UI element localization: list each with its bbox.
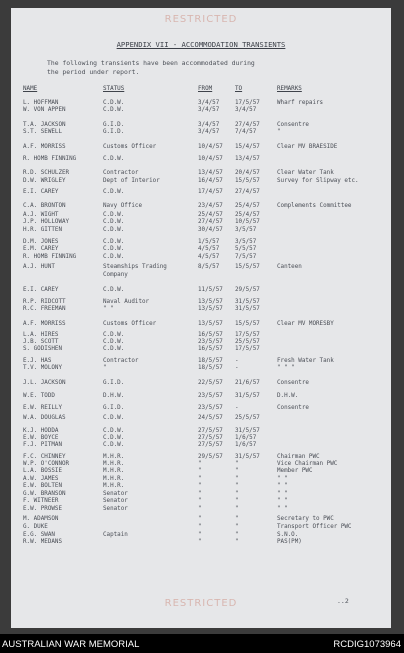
cell-to: ": [235, 539, 239, 545]
cell-remarks: Transport Officer PWC: [277, 524, 352, 530]
cell-to: ": [235, 461, 239, 467]
cell-from: 1/5/57: [198, 239, 220, 245]
cell-to: 15/5/57: [235, 321, 260, 327]
cell-from: ": [198, 491, 202, 497]
cell-from: 18/5/57: [198, 358, 223, 364]
cell-from: 30/4/57: [198, 227, 223, 233]
table-row: [11, 287, 391, 295]
cell-to: 5/5/57: [235, 246, 257, 252]
cell-name: J.L. JACKSON: [23, 380, 66, 386]
table-row: [11, 380, 391, 388]
cell-name: R.C. FREEMAN: [23, 306, 66, 312]
cell-status: C.D.W.: [103, 227, 125, 233]
cell-from: ": [198, 498, 202, 504]
restricted-stamp-bottom: RESTRICTED: [164, 598, 238, 609]
cell-status: " ": [103, 306, 114, 312]
table-row: [11, 144, 391, 152]
cell-from: 13/4/57: [198, 170, 223, 176]
cell-from: 27/4/57: [198, 219, 223, 225]
table-row: [11, 516, 391, 524]
cell-remarks: Vice Chairman PWC: [277, 461, 338, 467]
cell-status: Senator: [103, 491, 128, 497]
table-row: [11, 156, 391, 164]
cell-to: 3/4/57: [235, 107, 257, 113]
footer-bar: [0, 634, 404, 653]
cell-from: 16/4/57: [198, 178, 223, 184]
cell-name: W.A. DOUGLAS: [23, 415, 66, 421]
cell-remarks: Clear MV MORESBY: [277, 321, 334, 327]
cell-from: ": [198, 524, 202, 530]
cell-name: K.J. HODDA: [23, 428, 59, 434]
cell-to: 15/5/57: [235, 178, 260, 184]
cell-status: C.D.W.: [103, 254, 125, 260]
cell-from: 23/5/57: [198, 405, 223, 411]
cell-name: A.J. WIGHT: [23, 212, 59, 218]
cell-name: E.G. SWAN: [23, 532, 55, 538]
cell-remarks: D.H.W.: [277, 393, 299, 399]
cell-from: ": [198, 539, 202, 545]
cell-name: F. WITNEER: [23, 498, 59, 504]
cell-name: C.A. BRONTON: [23, 203, 66, 209]
header-to: TO: [235, 86, 243, 92]
cell-status: M.H.R.: [103, 461, 125, 467]
cell-from: ": [198, 468, 202, 474]
table-row: [11, 498, 391, 506]
cell-name: R. HOMB FINNING: [23, 254, 77, 260]
cell-status: M.H.R.: [103, 468, 125, 474]
cell-status: Captain: [103, 532, 128, 538]
cell-to: 27/4/57: [235, 122, 260, 128]
cell-to: 17/5/57: [235, 346, 260, 352]
cell-status: G.I.D.: [103, 122, 125, 128]
cell-remarks: Canteen: [277, 264, 302, 270]
table-row: [11, 254, 391, 262]
cell-name: F.J. PITMAN: [23, 442, 63, 448]
table-row: [11, 178, 391, 186]
footer-source: AUSTRALIAN WAR MEMORIAL: [2, 639, 140, 650]
cell-remarks: " ": [277, 506, 288, 512]
table-row: [11, 346, 391, 354]
cell-status: C.D.W.: [103, 435, 125, 441]
cell-remarks: Fresh Water Tank: [277, 358, 334, 364]
table-row: [11, 483, 391, 491]
cell-to: ": [235, 516, 239, 522]
table-row: [11, 272, 391, 280]
cell-to: 21/6/57: [235, 380, 260, 386]
cell-name: E.I. CAREY: [23, 287, 59, 293]
cell-from: 10/4/57: [198, 156, 223, 162]
cell-to: 31/5/57: [235, 428, 260, 434]
cell-status: Steamships Trading: [103, 264, 167, 270]
cell-name: W. VON APPEN: [23, 107, 66, 113]
cell-from: 27/5/57: [198, 428, 223, 434]
cell-name: T.A. JACKSON: [23, 122, 66, 128]
cell-status: M.H.R.: [103, 483, 125, 489]
cell-name: J.P. HOLLOWAY: [23, 219, 70, 225]
table-row: [11, 170, 391, 178]
cell-name: S. GODISHEN: [23, 346, 63, 352]
cell-remarks: Consentre: [277, 405, 309, 411]
cell-to: ": [235, 506, 239, 512]
cell-name: A.W. JAMES: [23, 476, 59, 482]
cell-from: 8/5/57: [198, 264, 220, 270]
cell-from: 16/5/57: [198, 346, 223, 352]
cell-name: G.W. BRANSON: [23, 491, 66, 497]
header-remarks: REMARKS: [277, 86, 302, 92]
table-row: [11, 189, 391, 197]
cell-to: 3/5/57: [235, 227, 257, 233]
cell-status: C.D.W.: [103, 332, 125, 338]
cell-remarks: Member PWC: [277, 468, 313, 474]
cell-name: R.D. SCHULZER: [23, 170, 70, 176]
table-row: [11, 107, 391, 115]
intro-line-1: The following transients have been accommodated during: [47, 59, 255, 67]
cell-from: 27/5/57: [198, 435, 223, 441]
cell-to: -: [235, 405, 239, 411]
cell-name: E.I. CAREY: [23, 189, 59, 195]
cell-from: ": [198, 476, 202, 482]
cell-status: G.I.D.: [103, 129, 125, 135]
cell-name: L. HOFFMAN: [23, 100, 59, 106]
cell-status: Senator: [103, 506, 128, 512]
cell-status: M.H.R.: [103, 476, 125, 482]
cell-status: C.D.W.: [103, 442, 125, 448]
cell-name: R.P. RIDCOTT: [23, 299, 66, 305]
cell-name: W.P. O'CONNOR: [23, 461, 70, 467]
page-number: ..2: [337, 597, 349, 605]
cell-name: G. DUKE: [23, 524, 48, 530]
cell-to: 20/4/57: [235, 170, 260, 176]
cell-status: C.D.W.: [103, 219, 125, 225]
table-row: [11, 524, 391, 532]
table-row: [11, 506, 391, 514]
cell-status: Contractor: [103, 170, 139, 176]
cell-to: 29/5/57: [235, 287, 260, 293]
cell-to: 27/4/57: [235, 189, 260, 195]
cell-status: Contractor: [103, 358, 139, 364]
cell-name: J.B. SCOTT: [23, 339, 59, 345]
cell-remarks: " ": [277, 476, 288, 482]
cell-remarks: Wharf repairs: [277, 100, 324, 106]
cell-name: A.J. HUNT: [23, 264, 55, 270]
cell-name: A.F. MORRISS: [23, 144, 66, 150]
cell-to: ": [235, 524, 239, 530]
cell-from: 24/5/57: [198, 415, 223, 421]
header-from: FROM: [198, 86, 213, 92]
cell-name: E.W. BOYCE: [23, 435, 59, 441]
cell-to: ": [235, 476, 239, 482]
cell-remarks: Consentre: [277, 122, 309, 128]
cell-to: 31/5/57: [235, 299, 260, 305]
table-row: [11, 539, 391, 547]
cell-from: 18/5/57: [198, 365, 223, 371]
cell-status: Customs Officer: [103, 321, 157, 327]
cell-status: C.D.W.: [103, 428, 125, 434]
cell-status: C.D.W.: [103, 107, 125, 113]
cell-to: ": [235, 483, 239, 489]
cell-name: A.F. MORRISS: [23, 321, 66, 327]
cell-from: 25/4/57: [198, 212, 223, 218]
cell-to: 10/5/57: [235, 219, 260, 225]
cell-to: 17/5/57: [235, 100, 260, 106]
table-row: [11, 129, 391, 137]
cell-from: 23/5/57: [198, 393, 223, 399]
cell-to: 7/4/57: [235, 129, 257, 135]
cell-name: E.W. PROWSE: [23, 506, 63, 512]
table-row: [11, 468, 391, 476]
cell-from: 3/4/57: [198, 129, 220, 135]
cell-remarks: S.N.O.: [277, 532, 299, 538]
cell-to: 7/5/57: [235, 254, 257, 260]
cell-name: E.W. BOLTEN: [23, 483, 63, 489]
table-row: [11, 219, 391, 227]
cell-name: D.M. JONES: [23, 239, 59, 245]
cell-from: ": [198, 461, 202, 467]
footer-id: RCDIG1073964: [333, 639, 401, 650]
table-row: [11, 393, 391, 401]
cell-from: ": [198, 516, 202, 522]
cell-status: C.D.W.: [103, 246, 125, 252]
cell-status: Customs Officer: [103, 144, 157, 150]
cell-to: ": [235, 532, 239, 538]
cell-from: 10/4/57: [198, 144, 223, 150]
cell-status: G.I.D.: [103, 405, 125, 411]
cell-from: ": [198, 532, 202, 538]
cell-status: G.I.D.: [103, 380, 125, 386]
header-name: NAME: [23, 86, 38, 92]
cell-to: 25/5/57: [235, 415, 260, 421]
document-page: [11, 8, 391, 628]
cell-from: ": [198, 506, 202, 512]
cell-to: ": [235, 468, 239, 474]
cell-remarks: Complements Committee: [277, 203, 352, 209]
table-row: [11, 321, 391, 329]
cell-to: 31/5/57: [235, 393, 260, 399]
cell-to: -: [235, 358, 239, 364]
cell-remarks: " ": [277, 483, 288, 489]
cell-to: 31/5/57: [235, 454, 260, 460]
cell-status: ": [103, 365, 107, 371]
cell-to: 25/4/57: [235, 203, 260, 209]
cell-name: F.C. CHINNEY: [23, 454, 66, 460]
cell-status: Navy Office: [103, 203, 143, 209]
cell-name: R. HOMB FINNING: [23, 156, 77, 162]
intro-line-2: the period under report.: [47, 68, 140, 76]
cell-status: C.D.W.: [103, 415, 125, 421]
cell-name: E.W. REILLY: [23, 405, 63, 411]
cell-remarks: " " ": [277, 365, 295, 371]
cell-from: 22/5/57: [198, 380, 223, 386]
cell-status: C.D.W.: [103, 346, 125, 352]
cell-remarks: Clear Water Tank: [277, 170, 334, 176]
cell-name: L.A. BOSSIE: [23, 468, 63, 474]
cell-status: C.D.W.: [103, 287, 125, 293]
cell-status: Company: [103, 272, 128, 278]
cell-to: 1/6/57: [235, 442, 257, 448]
cell-status: Dept of Interior: [103, 178, 160, 184]
cell-to: 15/5/57: [235, 264, 260, 270]
cell-name: S.T. SEWELL: [23, 129, 63, 135]
cell-to: 25/4/57: [235, 212, 260, 218]
cell-name: E.J. HAS: [23, 358, 52, 364]
cell-name: H.R. GITTEN: [23, 227, 63, 233]
cell-to: ": [235, 498, 239, 504]
cell-status: D.H.W.: [103, 393, 125, 399]
cell-from: 11/5/57: [198, 287, 223, 293]
document-title: APPENDIX VII - ACCOMMODATION TRANSIENTS: [116, 40, 286, 49]
cell-to: 31/5/57: [235, 306, 260, 312]
cell-from: 13/5/57: [198, 321, 223, 327]
cell-name: W.E. TODD: [23, 393, 55, 399]
table-row: [11, 415, 391, 423]
cell-to: 3/5/57: [235, 239, 257, 245]
cell-to: 1/6/57: [235, 435, 257, 441]
cell-name: E.M. CAREY: [23, 246, 59, 252]
cell-from: 23/5/57: [198, 339, 223, 345]
cell-from: 27/5/57: [198, 442, 223, 448]
table-row: [11, 203, 391, 211]
cell-status: Naval Auditor: [103, 299, 150, 305]
cell-name: D.W. WRIGLEY: [23, 178, 66, 184]
cell-remarks: " ": [277, 491, 288, 497]
cell-name: R.W. MEDANS: [23, 539, 63, 545]
cell-from: 16/5/57: [198, 332, 223, 338]
cell-remarks: Consentre: [277, 380, 309, 386]
table-row: [11, 306, 391, 314]
cell-status: Senator: [103, 498, 128, 504]
table-header: [11, 86, 391, 94]
cell-status: C.D.W.: [103, 239, 125, 245]
table-row: [11, 227, 391, 235]
cell-remarks: Secretary to PWC: [277, 516, 334, 522]
cell-remarks: Chairman PWC: [277, 454, 320, 460]
header-status: STATUS: [103, 86, 125, 92]
cell-to: -: [235, 365, 239, 371]
cell-status: C.D.W.: [103, 156, 125, 162]
cell-from: ": [198, 483, 202, 489]
cell-remarks: Survey for Slipway etc.: [277, 178, 359, 184]
cell-name: T.V. MOLONY: [23, 365, 63, 371]
cell-from: 4/5/57: [198, 254, 220, 260]
cell-from: 3/4/57: [198, 122, 220, 128]
cell-from: 13/5/57: [198, 306, 223, 312]
cell-from: 3/4/57: [198, 107, 220, 113]
table-row: [11, 246, 391, 254]
cell-name: M. ADAMSON: [23, 516, 59, 522]
cell-remarks: " ": [277, 498, 288, 504]
cell-status: M.H.R.: [103, 454, 125, 460]
cell-status: C.D.W.: [103, 212, 125, 218]
cell-to: 15/4/57: [235, 144, 260, 150]
cell-to: 17/5/57: [235, 332, 260, 338]
cell-from: 29/5/57: [198, 454, 223, 460]
cell-to: 13/4/57: [235, 156, 260, 162]
cell-status: C.D.W.: [103, 339, 125, 345]
table-row: [11, 442, 391, 450]
cell-from: 23/4/57: [198, 203, 223, 209]
table-row: [11, 365, 391, 373]
cell-to: ": [235, 491, 239, 497]
cell-status: C.D.W.: [103, 189, 125, 195]
cell-from: 17/4/57: [198, 189, 223, 195]
intro-text: [47, 59, 367, 77]
cell-from: 3/4/57: [198, 100, 220, 106]
cell-remarks: ": [277, 129, 281, 135]
table-row: [11, 264, 391, 272]
cell-remarks: Clear MV BRAESIDE: [277, 144, 338, 150]
restricted-stamp-top: RESTRICTED: [164, 14, 238, 25]
cell-status: C.D.W.: [103, 100, 125, 106]
cell-name: L.A. HIRES: [23, 332, 59, 338]
cell-to: 25/5/57: [235, 339, 260, 345]
table-row: [11, 405, 391, 413]
cell-from: 13/5/57: [198, 299, 223, 305]
cell-remarks: PAS(PM): [277, 539, 302, 545]
cell-from: 4/5/57: [198, 246, 220, 252]
